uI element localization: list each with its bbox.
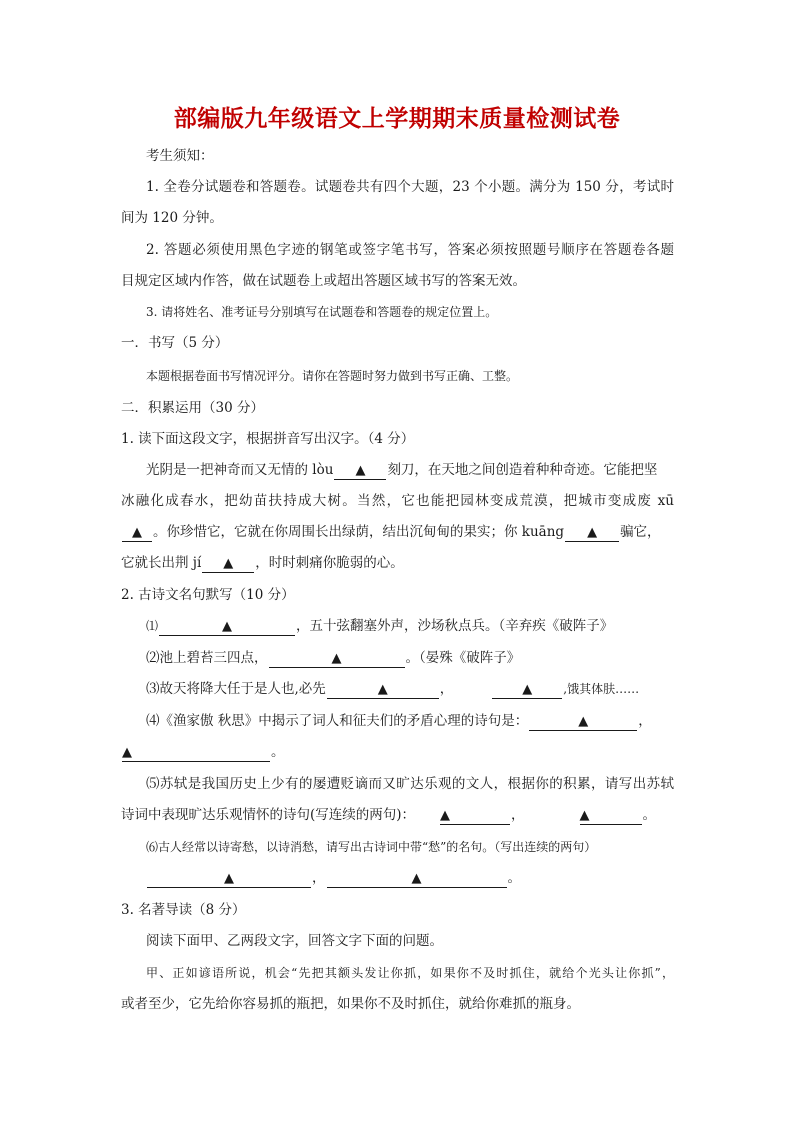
notice-heading: 考生须知： xyxy=(146,148,214,164)
q3-passage-jia-cont: 或者至少，它先给你容易抓的瓶把，如果你不及时抓住，就给你难抓的瓶身。 xyxy=(121,996,580,1012)
marker-triangle-icon: ▲ xyxy=(579,808,590,823)
q3-passage-jia: 甲、正如谚语所说，机会“先把其额头发让你抓，如果你不及时抓住，就给个光头让你抓”， xyxy=(146,966,674,980)
q1-line-1 xyxy=(146,460,657,480)
notice-item-3: 3. 请将姓名、准考证号分别填写在试题卷和答题卷的规定位置上。 xyxy=(146,305,498,319)
marker-triangle-icon: ▲ xyxy=(587,525,598,540)
q1-line-1-text-a: 光阴是一把神奇而又无情的 lòu xyxy=(146,462,334,478)
q2-sentence-6-answers xyxy=(146,868,521,888)
q1-line-3 xyxy=(121,522,661,542)
answer-blank-xu[interactable] xyxy=(122,524,152,542)
q2-s5-comma: ， xyxy=(511,807,525,823)
answer-blank-ji[interactable] xyxy=(202,555,254,573)
answer-blank-kuang[interactable] xyxy=(565,524,619,542)
q2-sentence-2 xyxy=(146,648,520,668)
answer-blank-s6b[interactable] xyxy=(327,870,507,888)
q2-s5-text-b: 诗词中表现旷达乐观情怀的诗句(写连续的两句)： xyxy=(121,807,416,823)
q1-line-3-text-a: 。你珍惜它，它就在你周围长出绿荫，结出沉甸甸的果实；你 kuāng xyxy=(153,524,565,540)
marker-triangle-icon: ▲ xyxy=(222,619,233,634)
q1-line-4 xyxy=(121,553,404,573)
notice-item-2: 2. 答题必须使用黑色字迹的钢笔或签字笔书写，答案必须按照题号顺序在答题卷各题 xyxy=(146,242,674,258)
section-1-heading: 一．书写（5 分） xyxy=(121,335,229,351)
answer-blank-s4b[interactable] xyxy=(122,744,270,762)
q2-s2-text-b: 。（晏殊《破阵子》 xyxy=(405,650,521,666)
marker-triangle-icon: ▲ xyxy=(578,714,589,729)
section-1-body: 本题根据卷面书写情况评分。请你在答题时努力做到书写正确、工整。 xyxy=(146,369,519,383)
answer-blank-s4a[interactable] xyxy=(529,713,637,731)
q2-s3-comma: ， xyxy=(439,681,454,697)
notice-item-1-cont: 间为 120 分钟。 xyxy=(121,210,223,226)
notice-item-1: 1. 全卷分试题卷和答题卷。试题卷共有四个大题，23 个小题。满分为 150 分，考试时 xyxy=(146,179,674,195)
question-3-heading: 3. 名著导读（8 分） xyxy=(121,902,246,918)
question-1-heading: 1. 读下面这段文字，根据拼音写出汉字。（4 分） xyxy=(121,431,415,447)
section-2-heading: 二．积累运用（30 分） xyxy=(121,400,264,416)
q2-sentence-1 xyxy=(146,616,613,636)
q2-sentence-4-cont xyxy=(121,742,285,762)
q2-s1-number: ⑴ xyxy=(146,619,159,633)
q2-s6-comma: ， xyxy=(312,870,326,886)
marker-triangle-icon: ▲ xyxy=(331,651,342,666)
q2-sentence-3 xyxy=(146,679,639,699)
q2-s4-text-a: ⑷《渔家傲 秋思》中揭示了词人和征夫们的矛盾心理的诗句是： xyxy=(146,713,529,729)
marker-triangle-icon: ▲ xyxy=(377,682,388,697)
marker-triangle-icon: ▲ xyxy=(223,556,234,571)
answer-blank-s6a[interactable] xyxy=(147,870,311,888)
answer-blank-s5b[interactable] xyxy=(580,807,642,825)
q3-intro: 阅读下面甲、乙两段文字，回答文字下面的问题。 xyxy=(146,933,443,949)
q1-line-4-text-a: 它就长出荆 jí xyxy=(121,555,202,571)
answer-blank-s1[interactable] xyxy=(159,618,295,636)
answer-blank-s5a[interactable] xyxy=(440,807,510,825)
q1-line-4-text-b: ，时时刺痛你脆弱的心。 xyxy=(255,555,404,571)
page-title: 部编版九年级语文上学期期末质量检测试卷 xyxy=(173,105,621,132)
answer-blank-s3a[interactable] xyxy=(327,681,439,699)
q2-s2-text-a: ⑵池上碧苔三四点， xyxy=(146,650,268,666)
marker-triangle-icon: ▲ xyxy=(132,525,142,540)
q2-sentence-4 xyxy=(146,711,652,731)
marker-triangle-icon: ▲ xyxy=(122,745,132,760)
q2-s6-end: 。 xyxy=(507,870,521,886)
q2-s4-end: 。 xyxy=(271,744,285,760)
q2-s5-end: 。 xyxy=(642,807,657,823)
q2-sentence-6: ⑹古人经常以诗寄愁，以诗消愁，请写出古诗词中带“愁”的名句。（写出连续的两句） xyxy=(146,840,597,854)
answer-blank-s2[interactable] xyxy=(269,650,405,668)
q2-s3-text-a: ⑶故天将降大任于是人也,必先 xyxy=(146,681,326,697)
q1-line-3-text-b: 骗它， xyxy=(620,524,661,540)
q2-s1-text: ，五十弦翻塞外声，沙场秋点兵。（辛弃疾《破阵子》 xyxy=(296,618,614,634)
answer-blank-s3b[interactable] xyxy=(492,681,562,699)
q1-line-2: 冰融化成春水，把幼苗扶持成大树。当然，它也能把园林变成荒漠，把城市变成废 xū xyxy=(121,493,674,509)
marker-triangle-icon: ▲ xyxy=(355,463,366,478)
marker-triangle-icon: ▲ xyxy=(440,808,451,823)
marker-triangle-icon: ▲ xyxy=(411,871,422,886)
q2-sentence-5: ⑸苏轼是我国历史上少有的屡遭贬谪而又旷达乐观的文人，根据你的积累，请写出苏轼 xyxy=(146,776,674,792)
marker-triangle-icon: ▲ xyxy=(522,682,533,697)
q2-s3-text-b: ,饿其体肤…… xyxy=(563,682,640,696)
q1-line-1-text-b: 刻刀，在天地之间创造着种种奇迹。它能把坚 xyxy=(387,462,658,478)
answer-blank-lou[interactable] xyxy=(334,462,386,480)
notice-item-2-cont: 目规定区域内作答，做在试题卷上或超出答题区域书写的答案无效。 xyxy=(121,273,526,289)
marker-triangle-icon: ▲ xyxy=(224,871,234,886)
question-2-heading: 2. 古诗文名句默写（10 分） xyxy=(121,587,295,603)
q2-s4-comma: ， xyxy=(638,713,652,729)
q2-sentence-5-cont xyxy=(121,805,656,825)
